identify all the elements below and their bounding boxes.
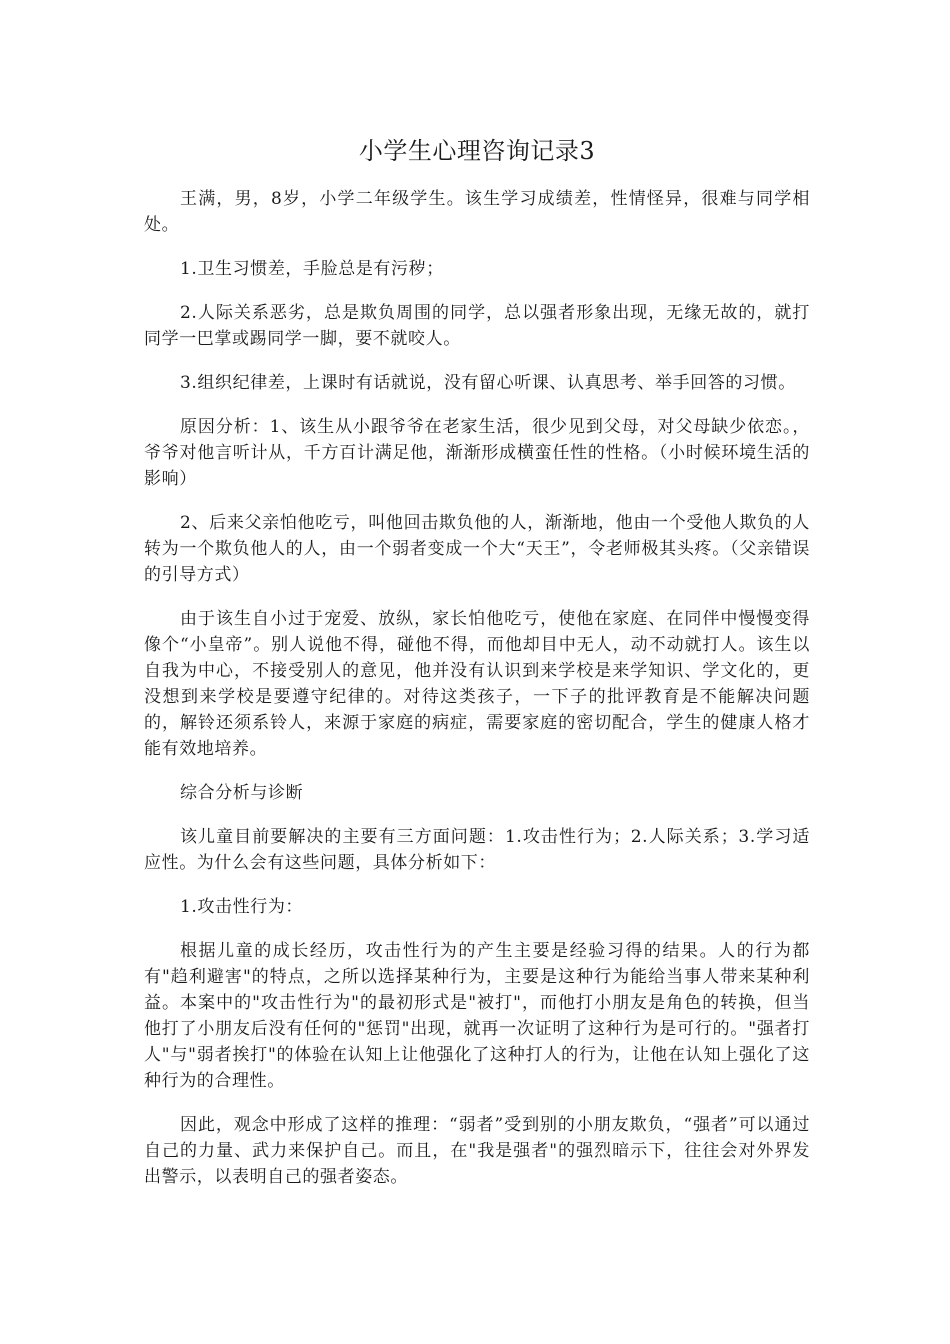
section-heading-aggression: 1.攻击性行为： [180, 897, 304, 917]
paragraph-reasoning: 因此，观念中形成了这样的推理：“弱者”受到别的小朋友欺负，“强者”可以通过自己的力量、武力来保护自己。而且，在"我是强者"的强烈暗示下，往往会对外界发出警示，以表明自己的强者姿态。 [144, 1115, 810, 1187]
paragraph-hygiene: 1.卫生习惯差，手脸总是有污秽； [180, 259, 444, 279]
paragraph-family-analysis: 由于该生自小过于宠爱、放纵，家长怕他吃亏，使他在家庭、在同伴中慢慢变得像个“小皇帝”。别人说他不得，碰他不得，而他却目中无人，动不动就打人。该生以自我为中心，不接受别人的意见，他并没有认识到来学校是来学知识、学文化的，更没想到来学校是要遵守纪律的。对待这类孩子，一下子的批评教育是不能解决问题的，解铃还须系铃人，来源于家庭的病症，需要家庭的密切配合，学生的健康人格才能有效地培养。 [144, 609, 810, 759]
paragraph-problems-summary: 该儿童目前要解决的主要有三方面问题：1.攻击性行为；2.人际关系；3.学习适应性。为什么会有这些问题，具体分析如下： [144, 827, 810, 873]
paragraph-cause-1: 原因分析：1、该生从小跟爷爷在老家生活，很少见到父母，对父母缺少依恋。，爷爷对他言听计从，千方百计满足他，渐渐形成横蛮任性的性格。（小时候环境生活的影响） [144, 417, 810, 489]
paragraph-discipline: 3.组织纪律差，上课时有话就说，没有留心听课、认真思考、举手回答的习惯。 [180, 373, 796, 393]
paragraph-aggression-analysis: 根据儿童的成长经历，攻击性行为的产生主要是经验习得的结果。人的行为都有"趋利避害"的特点，之所以选择某种行为，主要是这种行为能给当事人带来某种利益。本案中的"攻击性行为"的最初形式是"被打"，而他打小朋友是角色的转换，但当他打了小朋友后没有任何的"惩罚"出现，就再一次证明了这种行为是可行的。"强者打人"与"弱者挨打"的体验在认知上让他强化了这种打人的行为，让他在认知上强化了这种行为的合理性。 [144, 941, 810, 1091]
paragraph-student-intro: 王满，男，8岁，小学二年级学生。该生学习成绩差，性情怪异，很难与同学相处。 [144, 189, 810, 235]
paragraph-cause-2: 2、后来父亲怕他吃亏，叫他回击欺负他的人，渐渐地，他由一个受他人欺负的人转为一个欺负他人的人，由一个弱者变成一个大“天王”，令老师极其头疼。（父亲错误的引导方式） [144, 513, 810, 585]
document-body [144, 133, 810, 1208]
document-title: 小学生心理咨询记录3 [358, 137, 596, 165]
section-heading-diagnosis: 综合分析与诊断 [180, 783, 304, 803]
paragraph-relations: 2.人际关系恶劣，总是欺负周围的同学，总以强者形象出现，无缘无故的，就打同学一巴掌或踢同学一脚，要不就咬人。 [144, 303, 810, 349]
